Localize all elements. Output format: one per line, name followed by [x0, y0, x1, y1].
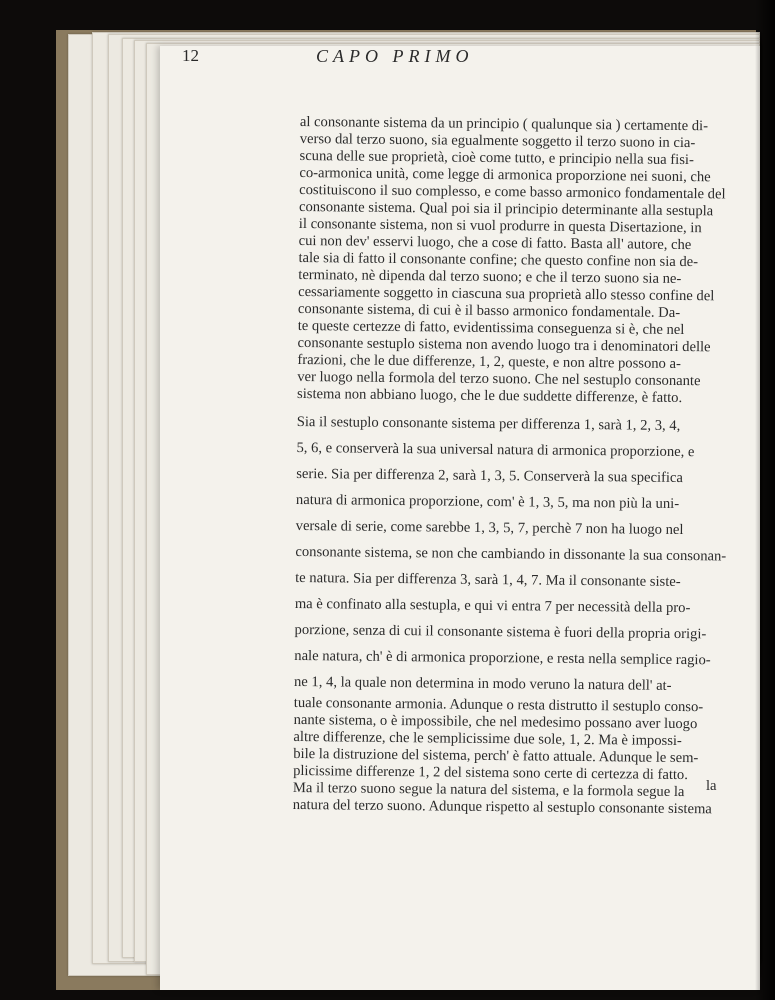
text-line: sistema non abbiano luogo, che le due suddette differenze, è fatto. — [296, 385, 683, 407]
text-line: terminato, nè dipenda dal terzo suono; e che il terzo suono sia ne- — [298, 266, 682, 288]
text-line: ne 1, 4, la quale non determina in modo veruno la natura dell' at- — [293, 673, 672, 694]
text-line: verso dal terzo suono, sia egualmente soggetto il terzo suono in cia- — [299, 130, 696, 152]
text-line: versale di serie, come sarebbe 1, 3, 5, 7, perchè 7 non ha luogo nel — [295, 517, 684, 539]
text-line: natura di armonica proporzione, com' è 1, 3, 5, ma non più la uni- — [295, 491, 680, 512]
text-line: nale natura, ch' è di armonica proporzione, e resta nella semplice ragio- — [294, 647, 711, 669]
text-line: 5, 6, e conserverà la sua universal natura di armonica proporzione, e — [296, 439, 695, 461]
text-line: Ma il terzo suono segue la natura del sistema, e la formola segue la — [292, 779, 685, 801]
text-line: co-armonica unità, come legge di armonica proporzione nei suoni, che — [299, 164, 711, 186]
text-line: tale sia di fatto il consonante confine; che questo confine non sia de- — [298, 249, 699, 271]
page-header — [20, 46, 755, 68]
page-number: 12 — [182, 46, 199, 65]
text-line: costituiscono il suo complesso, e come basso armonico fondamentale del — [299, 181, 726, 203]
text-line: cessariamente soggetto in ciascuna sua proprietà allo stesso confine del — [298, 283, 715, 305]
text-line: altre differenze, che le semplicissime due sole, 1, 2. Ma è impossi- — [293, 728, 682, 750]
text-line: tuale consonante armonia. Adunque o resta distrutto il sestuplo conso- — [293, 694, 704, 716]
text-line: scuna delle sue proprietà, cioè come tutto, e principio nella sua fisi- — [299, 147, 694, 169]
text-line: plicissime differenze 1, 2 del sistema sono certe di certezza di fatto. — [293, 762, 689, 784]
text-line: te queste certezze di fatto, evidentissima conseguenza si è, che nel — [297, 317, 685, 339]
text-line: frazioni, che le due differenze, 1, 2, queste, e non altre possono a- — [297, 351, 681, 373]
body-text — [293, 114, 760, 819]
text-line: porzione, senza di cui il consonante sistema è fuori della propria origi- — [294, 621, 707, 643]
text-line: serie. Sia per differenza 2, sarà 1, 3, 5. Conserverà la sua specifica — [296, 465, 684, 487]
text-line: ver luogo nella formola del terzo suono. Che nel sestuplo consonante — [297, 368, 701, 390]
text-line: consonante sistema. Qual poi sia il principio determinante alla sestupla — [298, 198, 714, 220]
text-line: nante sistema, o è impossibile, che nel medesimo possano aver luogo — [293, 711, 698, 733]
text-line: al consonante sistema da un principio ( qualunque sia ) certamente di- — [299, 114, 709, 135]
text-line: bile la distruzione del sistema, perch' è fatto attuale. Adunque le sem- — [293, 745, 699, 767]
binding-shadow — [755, 0, 775, 1000]
text-line: consonante sistema, se non che cambiando in dissonante la sua consonan- — [295, 543, 727, 565]
text-line: consonante sistema, di cui è il basso armonico fondamentale. Da- — [297, 300, 681, 321]
text-line: natura del terzo suono. Adunque rispetto al sestuplo consonante sistema — [292, 796, 712, 818]
text-line: ma è confinato alla sestupla, e qui vi entra 7 per necessità della pro- — [294, 595, 691, 617]
text-line: Sia il sestuplo consonante sistema per differenza 1, sarà 1, 2, 3, 4, — [296, 413, 681, 434]
text-line: cui non dev' esservi luogo, che a cose di fatto. Basta all' autore, che — [298, 232, 692, 254]
text-line: il consonante sistema, non si vuol produrre in questa Disertazione, in — [298, 215, 702, 237]
text-line: consonante sestuplo sistema non avendo luogo tra i denominatori delle — [297, 334, 711, 356]
running-head: CAPO PRIMO — [316, 46, 474, 66]
catchword: la — [706, 778, 717, 794]
text-line: te natura. Sia per differenza 3, sarà 1, 4, 7. Ma il consonante siste- — [295, 569, 681, 591]
